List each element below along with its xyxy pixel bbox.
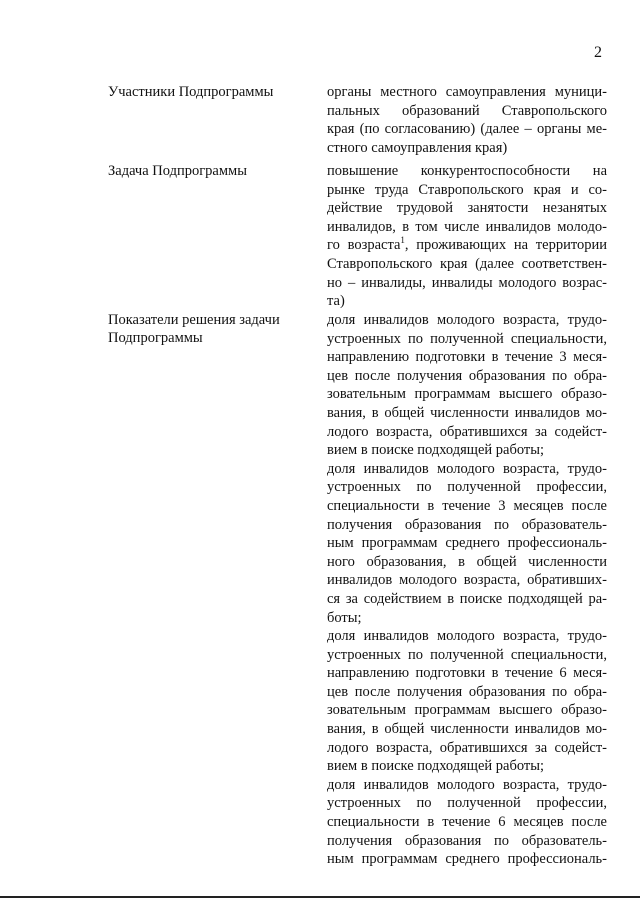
text-line: получения образования по образователь-: [327, 516, 607, 533]
text-line: устроенных по полученной специальности,: [327, 330, 607, 347]
text-line: вания, в общей численности инвалидов мо-: [327, 404, 607, 421]
section-label: [108, 311, 308, 347]
text-line: вания, в общей численности инвалидов мо-: [327, 721, 607, 738]
text-line: боты;: [327, 609, 362, 626]
text-line: устроенных по полученной профессии,: [327, 479, 607, 496]
text-line: вием в поиске подходящей работы;: [327, 758, 545, 775]
text-line: инвалидов, в том числе инвалидов молодо-: [327, 218, 607, 235]
section-label: Участники Подпрограммы: [108, 84, 274, 100]
section-body: [327, 162, 607, 311]
footnote-mark: 1: [400, 235, 405, 246]
text-line: доля инвалидов молодого возраста, трудо-: [327, 312, 607, 328]
section-body: [327, 83, 607, 157]
text-line: направлению подготовки в течение 3 меся-: [327, 349, 607, 366]
text-line: устроенных по полученной профессии,: [327, 795, 607, 812]
text-line: устроенных по полученной специальности,: [327, 646, 607, 663]
text-line: органы местного самоуправления муници-: [327, 84, 607, 100]
text-line: Ставропольского края (далее соответствен-: [327, 255, 607, 272]
text-line: цев после получения образования по обра-: [327, 683, 607, 700]
text-line: та): [327, 293, 345, 310]
text-line: ся за содействием в поиске подходящей ра-: [327, 590, 607, 607]
section-label-line: Показатели решения задачи: [108, 312, 280, 328]
text-line: лодого возраста, обратившихся за содейст-: [327, 423, 607, 440]
text-line: пальных образований Ставропольского: [327, 102, 607, 119]
text-line: вием в поиске подходящей работы;: [327, 442, 545, 459]
text-fragment: го возраста: [327, 237, 401, 254]
text-line: зовательным программам высшего образо-: [327, 702, 607, 719]
text-line: лодого возраста, обратившихся за содейст-: [327, 739, 607, 756]
text-line: края (по согласованию) (далее – органы ме-: [327, 121, 607, 138]
text-line: но – инвалиды, инвалиды молодого возрас-: [327, 274, 607, 291]
text-line: повышение конкурентоспособности на: [327, 163, 607, 179]
text-line: направлению подготовки в течение 6 меся-: [327, 665, 607, 682]
text-line: рынке труда Ставропольского края и со-: [327, 181, 607, 198]
text-line: цев после получения образования по обра-: [327, 367, 607, 384]
text-line: зовательным программам высшего образо-: [327, 386, 607, 403]
page-bottom-rule: [0, 896, 640, 898]
page-number: 2: [594, 44, 602, 61]
text-line: специальности в течение 3 месяцев после: [327, 497, 607, 514]
section-label: Задача Подпрограммы: [108, 163, 247, 179]
section-body: [327, 311, 607, 869]
text-line: ным программам среднего профессиональ-: [327, 851, 607, 868]
text-line: доля инвалидов молодого возраста, трудо-: [327, 776, 607, 793]
section-label-line: Подпрограммы: [108, 330, 203, 346]
text-line: ного образования, в общей численности: [327, 553, 607, 570]
text-line: доля инвалидов молодого возраста, трудо-: [327, 628, 607, 645]
text-line: действие трудовой занятости незанятых: [327, 200, 607, 217]
text-line-with-footnote: го возраста$^1$, проживающих на территории: [327, 235, 607, 254]
text-fragment: проживающих на территории: [416, 237, 607, 254]
text-line: доля инвалидов молодого возраста, трудо-: [327, 460, 607, 477]
text-line: ным программам среднего профессиональ-: [327, 535, 607, 552]
text-line: стного самоуправления края): [327, 139, 508, 156]
text-line: специальности в течение 6 месяцев после: [327, 814, 607, 831]
text-line: инвалидов молодого возраста, обративших-: [327, 572, 607, 589]
text-line: получения образования по образователь-: [327, 832, 607, 849]
